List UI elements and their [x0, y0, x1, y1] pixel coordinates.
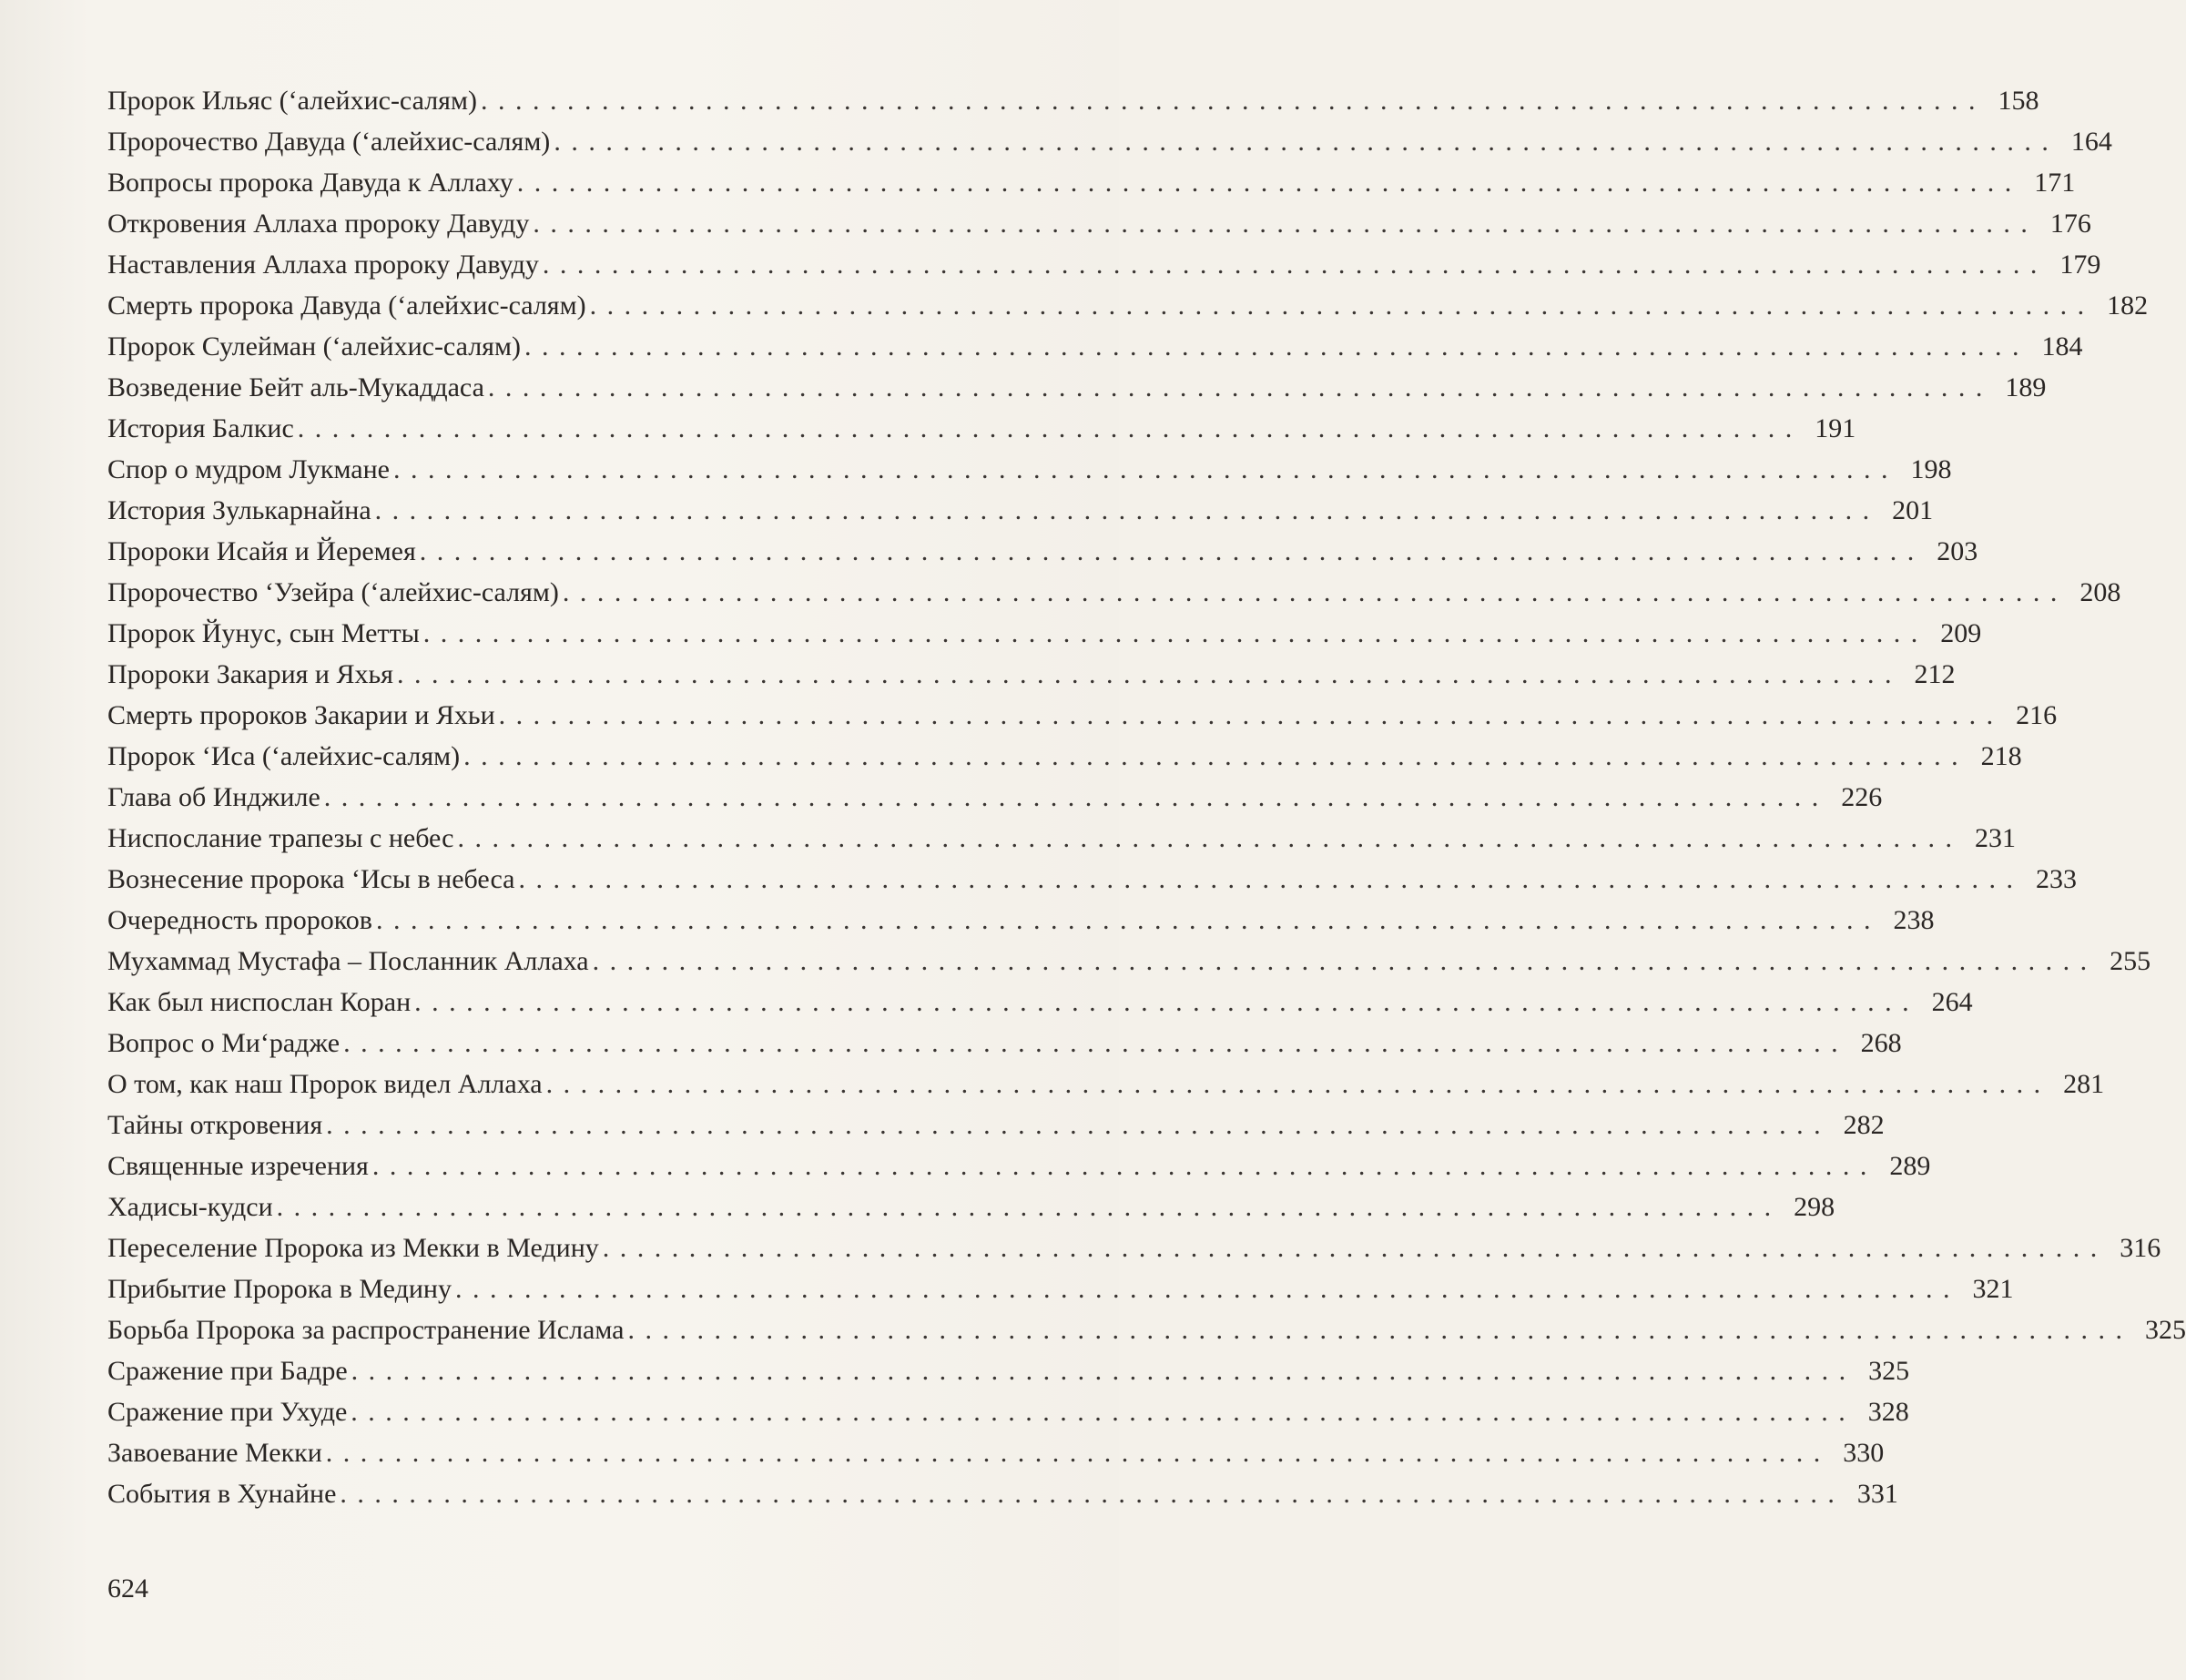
toc-entry-page: 328 — [1867, 1397, 1909, 1427]
toc-entry-page: 201 — [1892, 495, 1934, 525]
toc-entry-title: Очередность пророков — [107, 905, 372, 935]
toc-entry-title: Глава об Инджиле — [107, 782, 320, 812]
toc-entry — [107, 572, 2121, 613]
toc-entry-title: Борьба Пророка за распространение Ислама — [107, 1315, 625, 1345]
toc-entry-page: 321 — [1972, 1274, 2014, 1304]
toc-entry — [107, 1064, 2105, 1105]
dot-leader — [455, 1268, 1952, 1309]
toc-entry-title: Вопрос о Ми‘радже — [107, 1028, 341, 1058]
toc-entry — [107, 1023, 1902, 1064]
toc-entry — [107, 1309, 2186, 1350]
toc-entry-page: 176 — [2049, 209, 2091, 239]
dot-leader — [463, 736, 1960, 777]
toc-entry-title: История Зулькарнайна — [107, 495, 371, 525]
toc-entry-title: Прибытие Пророка в Медину — [107, 1274, 452, 1304]
toc-entry-page: 238 — [1893, 905, 1935, 935]
toc-entry-page: 330 — [1843, 1438, 1885, 1468]
toc-entry — [107, 818, 2016, 859]
toc-entry-title: Мухаммад Мустафа – Посланник Аллаха — [107, 946, 589, 976]
dot-leader — [343, 1023, 1840, 1064]
toc-entry-page: 281 — [2063, 1069, 2105, 1099]
dot-leader — [376, 900, 1873, 941]
toc-entry-title: События в Хунайне — [107, 1479, 337, 1509]
toc-entry-title: Пророки Закария и Яхья — [107, 659, 393, 689]
toc-entry-title: Пророк Сулейман (‘алейхис-салям) — [107, 331, 521, 361]
toc-entry-title: Спор о мудром Лукмане — [107, 454, 390, 484]
toc-entry-title: Сражение при Бадре — [107, 1356, 348, 1386]
toc-entry-page: 298 — [1794, 1192, 1835, 1222]
toc-entry — [107, 203, 2091, 244]
toc-entry-page: 282 — [1843, 1110, 1885, 1140]
dot-leader — [340, 1473, 1836, 1514]
dot-leader — [590, 285, 2087, 326]
toc-entry-title: Священные изречения — [107, 1151, 369, 1181]
toc-entry-page: 182 — [2107, 290, 2149, 321]
dot-leader — [277, 1186, 1774, 1227]
toc-entry — [107, 859, 2077, 900]
table-of-contents — [107, 80, 2186, 1514]
dot-leader — [603, 1227, 2100, 1268]
toc-entry — [107, 777, 1883, 818]
toc-entry-title: Возведение Бейт аль-Мукаддаса — [107, 372, 484, 402]
dot-leader — [593, 941, 2089, 982]
toc-entry-title: Сражение при Ухуде — [107, 1397, 348, 1427]
toc-entry-page: 164 — [2070, 127, 2112, 157]
toc-entry — [107, 1186, 1835, 1227]
toc-entry-title: Пророк Йунус, сын Метты — [107, 618, 420, 648]
toc-entry-title: Смерть пророков Закарии и Яхьи — [107, 700, 495, 730]
toc-entry — [107, 80, 2039, 121]
toc-entry — [107, 941, 2151, 982]
dot-leader — [298, 408, 1795, 449]
toc-entry — [107, 244, 2101, 285]
toc-entry-title: Завоевание Мекки — [107, 1438, 322, 1468]
toc-entry-title: Хадисы-кудси — [107, 1192, 273, 1222]
toc-entry-page: 218 — [1980, 741, 2022, 771]
toc-entry — [107, 900, 1935, 941]
dot-leader — [351, 1391, 1847, 1432]
dot-leader — [563, 572, 2059, 613]
dot-leader — [554, 121, 2050, 162]
page-number: 624 — [107, 1573, 148, 1604]
toc-entry — [107, 326, 2083, 367]
toc-entry-title: История Балкис — [107, 413, 294, 443]
toc-entry — [107, 1432, 1885, 1473]
toc-entry-page: 264 — [1931, 987, 1973, 1017]
toc-entry-title: Переселение Пророка из Мекки в Медину — [107, 1233, 599, 1263]
toc-entry — [107, 531, 1978, 572]
dot-leader — [414, 982, 1911, 1023]
toc-entry — [107, 654, 1956, 695]
toc-entry-page: 212 — [1914, 659, 1956, 689]
dot-leader — [420, 531, 1917, 572]
toc-entry-page: 289 — [1889, 1151, 1931, 1181]
toc-entry-page: 233 — [2035, 864, 2077, 894]
toc-entry — [107, 1105, 1885, 1145]
toc-entry — [107, 1473, 1898, 1514]
toc-entry-page: 179 — [2059, 249, 2101, 280]
toc-entry-title: Смерть пророка Давуда (‘алейхис-салям) — [107, 290, 586, 321]
toc-entry-page: 325 — [1868, 1356, 1910, 1386]
toc-entry — [107, 695, 2058, 736]
dot-leader — [326, 1432, 1823, 1473]
toc-entry — [107, 490, 1934, 531]
toc-entry-title: Пророки Исайя и Йеремея — [107, 536, 416, 566]
toc-entry-title: Вознесение пророка ‘Исы в небеса — [107, 864, 515, 894]
dot-leader — [481, 80, 1978, 121]
dot-leader — [393, 449, 1890, 490]
toc-entry-title: Вопросы пророка Давуда к Аллаху — [107, 168, 513, 198]
toc-entry-title: Как был ниспослан Коран — [107, 987, 412, 1017]
toc-entry-page: 231 — [1974, 823, 2016, 853]
toc-entry — [107, 1350, 1910, 1391]
toc-entry-page: 268 — [1860, 1028, 1902, 1058]
dot-leader — [499, 695, 1996, 736]
toc-entry-page: 316 — [2120, 1233, 2161, 1263]
toc-entry-page: 331 — [1856, 1479, 1898, 1509]
dot-leader — [546, 1064, 2043, 1105]
toc-entry-page: 171 — [2034, 168, 2076, 198]
toc-entry-title: Тайны откровения — [107, 1110, 323, 1140]
toc-entry-page: 216 — [2016, 700, 2058, 730]
toc-entry — [107, 1145, 1931, 1186]
dot-leader — [324, 777, 1821, 818]
toc-entry — [107, 162, 2076, 203]
toc-entry — [107, 285, 2149, 326]
dot-leader — [423, 613, 1920, 654]
dot-leader — [517, 162, 2014, 203]
dot-leader — [351, 1350, 1848, 1391]
toc-entry-title: Пророчество Давуда (‘алейхис-салям) — [107, 127, 551, 157]
dot-leader — [372, 1145, 1869, 1186]
dot-leader — [375, 490, 1872, 531]
toc-entry-title: Пророк Ильяс (‘алейхис-салям) — [107, 86, 477, 116]
toc-entry — [107, 449, 1952, 490]
toc-entry — [107, 121, 2112, 162]
dot-leader — [627, 1309, 2124, 1350]
dot-leader — [524, 326, 2021, 367]
dot-leader — [457, 818, 1954, 859]
toc-entry-title: Пророк ‘Иса (‘алейхис-салям) — [107, 741, 461, 771]
toc-entry — [107, 367, 2047, 408]
dot-leader — [488, 367, 1985, 408]
toc-entry-title: Пророчество ‘Узейра (‘алейхис-салям) — [107, 577, 559, 607]
toc-entry-title: Ниспослание трапезы с небес — [107, 823, 454, 853]
toc-entry-page: 209 — [1940, 618, 1982, 648]
toc-entry — [107, 613, 1982, 654]
toc-entry-page: 191 — [1815, 413, 1856, 443]
dot-leader — [533, 203, 2029, 244]
toc-entry-page: 325 — [2144, 1315, 2186, 1345]
toc-entry — [107, 1268, 2014, 1309]
toc-entry — [107, 736, 2022, 777]
toc-entry-page: 203 — [1937, 536, 1978, 566]
toc-entry — [107, 1391, 1909, 1432]
toc-entry-page: 158 — [1998, 86, 2039, 116]
toc-entry-page: 189 — [2005, 372, 2047, 402]
dot-leader — [543, 244, 2039, 285]
dot-leader — [518, 859, 2015, 900]
toc-entry-page: 198 — [1910, 454, 1952, 484]
toc-entry-page: 226 — [1841, 782, 1883, 812]
toc-entry-title: О том, как наш Пророк видел Аллаха — [107, 1069, 543, 1099]
toc-entry — [107, 408, 1856, 449]
toc-entry-title: Откровения Аллаха пророку Давуду — [107, 209, 530, 239]
toc-entry-page: 208 — [2079, 577, 2121, 607]
toc-entry — [107, 1227, 2161, 1268]
toc-entry-page: 255 — [2110, 946, 2151, 976]
dot-leader — [397, 654, 1894, 695]
toc-entry-title: Наставления Аллаха пророку Давуду — [107, 249, 539, 280]
toc-entry — [107, 982, 1973, 1023]
dot-leader — [326, 1105, 1823, 1145]
toc-entry-page: 184 — [2041, 331, 2083, 361]
